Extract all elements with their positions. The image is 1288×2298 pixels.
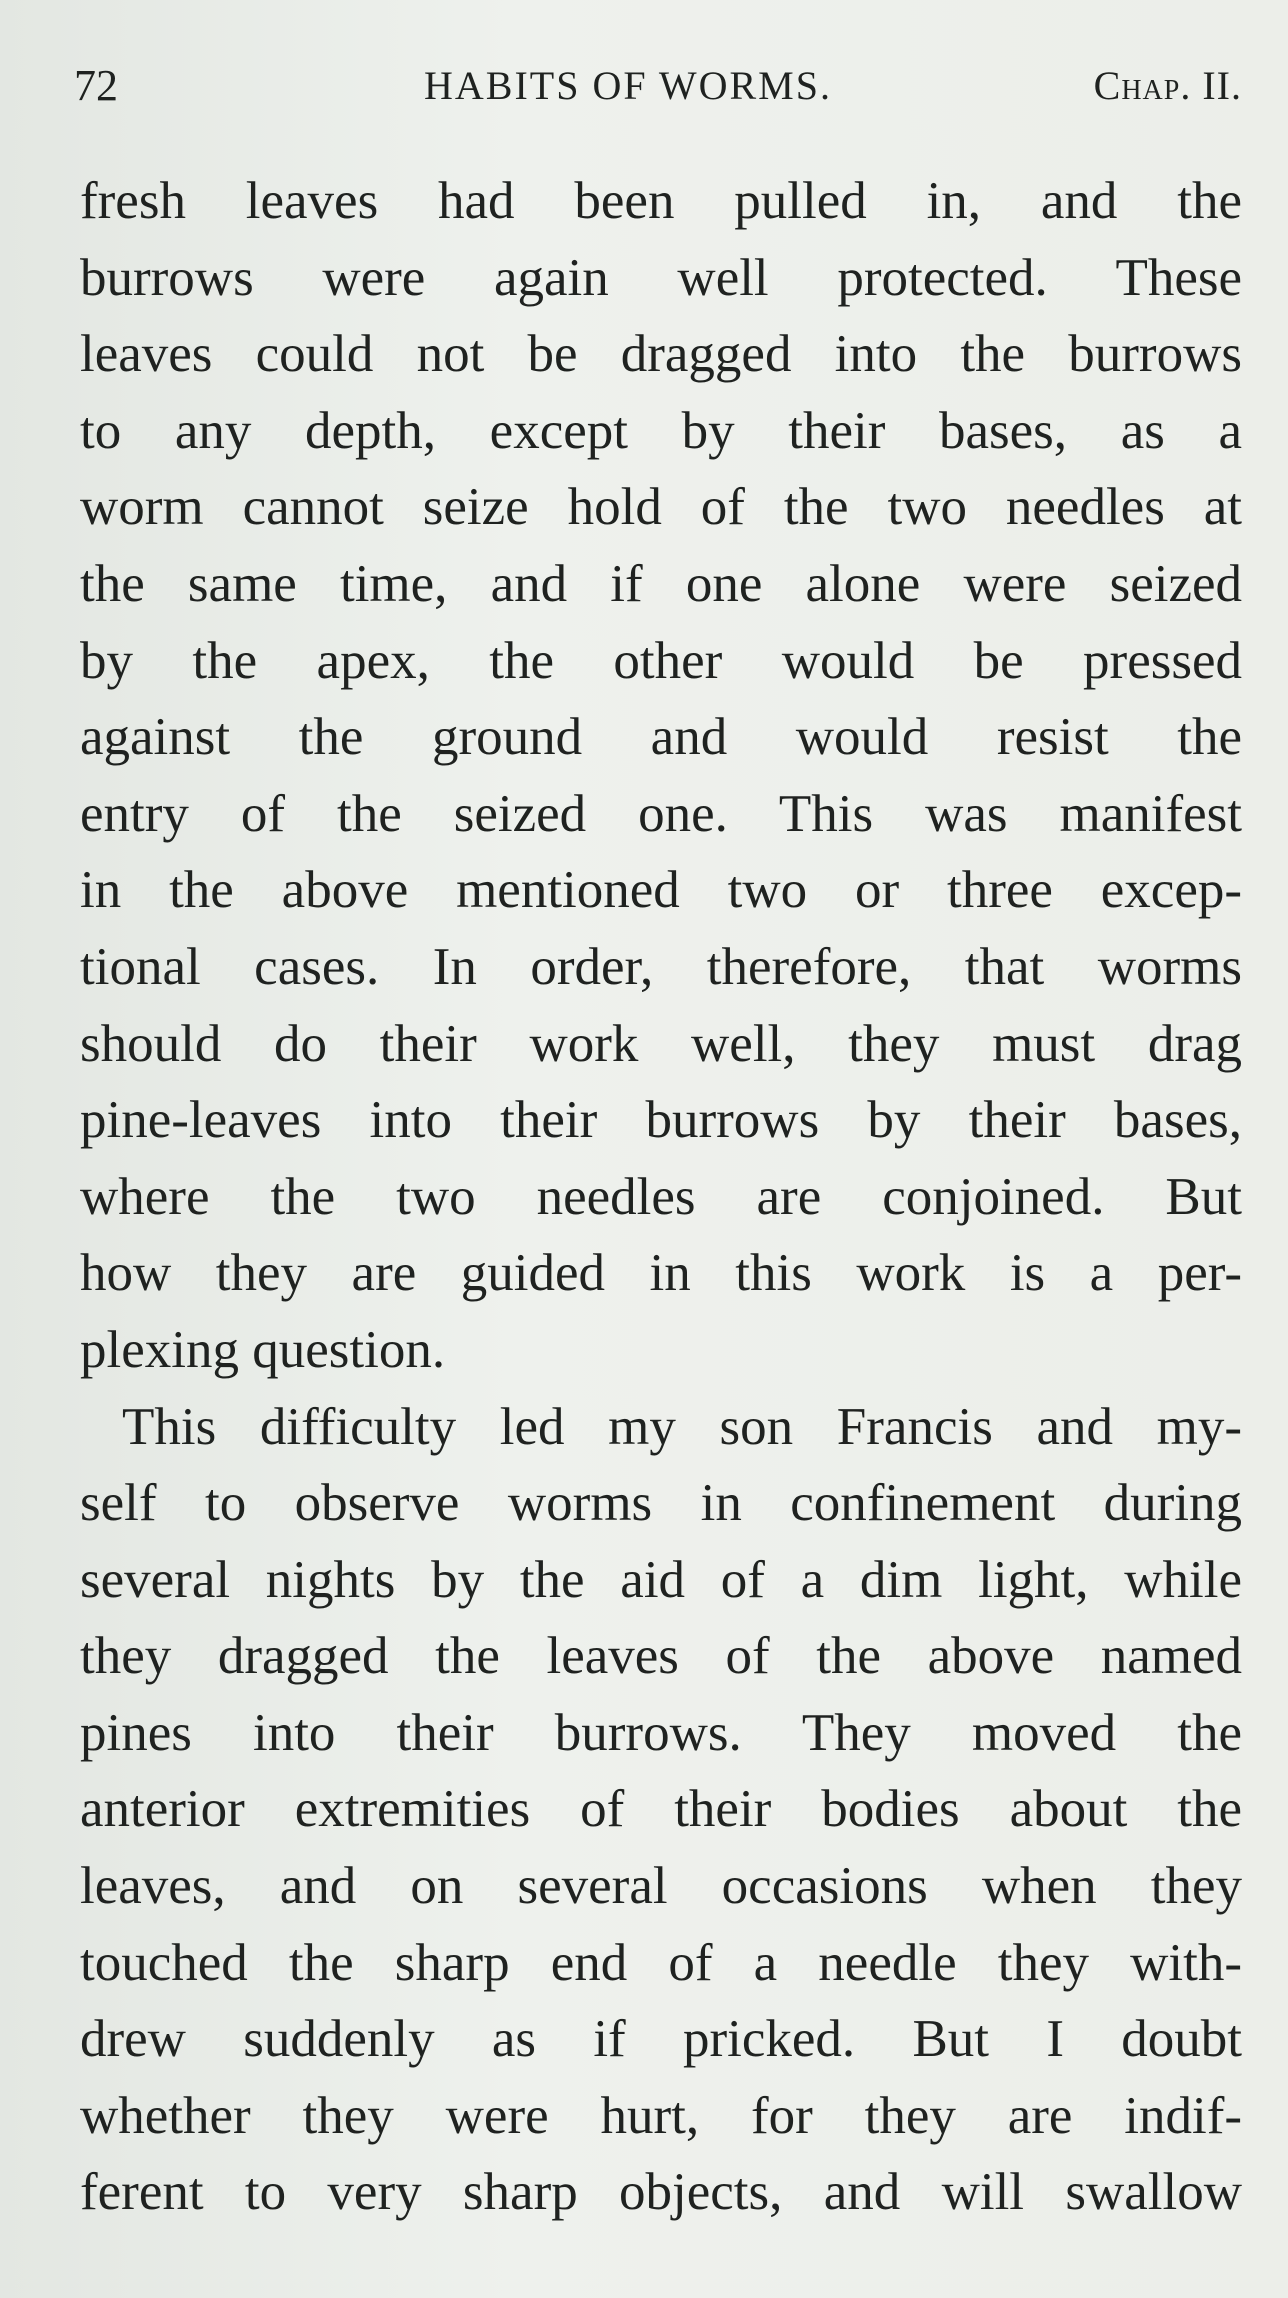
text-line: worm cannot seize hold of the two needles at: [80, 478, 1242, 537]
chapter-mark: Chap. II.: [1093, 63, 1242, 108]
text-line: tional cases. In order, therefore, that worms: [80, 937, 1242, 996]
text-line: several nights by the aid of a dim light, while: [80, 1550, 1242, 1609]
text-line: in the above mentioned two or three excep-: [80, 861, 1242, 920]
text-line: to any depth, except by their bases, as a: [80, 401, 1242, 460]
text-line: they dragged the leaves of the above named: [80, 1627, 1242, 1686]
text-line: entry of the seized one. This was manifest: [80, 784, 1242, 843]
text-line: leaves, and on several occasions when they: [80, 1857, 1242, 1916]
page-number: 72: [74, 61, 118, 110]
text-line: how they are guided in this work is a per-: [80, 1244, 1242, 1303]
text-line: drew suddenly as if pricked. But I doubt: [80, 2010, 1242, 2069]
text-line: whether they were hurt, for they are indif-: [80, 2086, 1242, 2145]
text-line: touched the sharp end of a needle they with-: [80, 1933, 1242, 1992]
text-line: self to observe worms in confinement during: [80, 1474, 1242, 1533]
text-line: pines into their burrows. They moved the: [80, 1703, 1242, 1762]
text-line: ferent to very sharp objects, and will swallow: [80, 2163, 1242, 2222]
body-text: [80, 163, 1242, 2231]
text-line: fresh leaves had been pulled in, and the: [80, 172, 1242, 230]
text-line: against the ground and would resist the: [80, 708, 1242, 767]
text-line: should do their work well, they must drag: [80, 1014, 1242, 1073]
text-line: burrows were again well protected. These: [80, 248, 1242, 307]
text-line: pine-leaves into their burrows by their bases,: [80, 1091, 1242, 1150]
running-title: HABITS OF WORMS.: [424, 63, 832, 108]
text-line: anterior extremities of their bodies about the: [80, 1780, 1242, 1839]
running-head: [74, 58, 1242, 114]
text-line: the same time, and if one alone were seized: [80, 554, 1242, 613]
paragraph-end-line: plexing question.: [80, 1320, 446, 1379]
text-line: leaves could not be dragged into the burrows: [80, 325, 1242, 384]
text-line: by the apex, the other would be pressed: [80, 631, 1242, 690]
paragraph-start-line: This difficulty led my son Francis and my-: [122, 1397, 1242, 1456]
text-line: where the two needles are conjoined. But: [80, 1167, 1242, 1226]
